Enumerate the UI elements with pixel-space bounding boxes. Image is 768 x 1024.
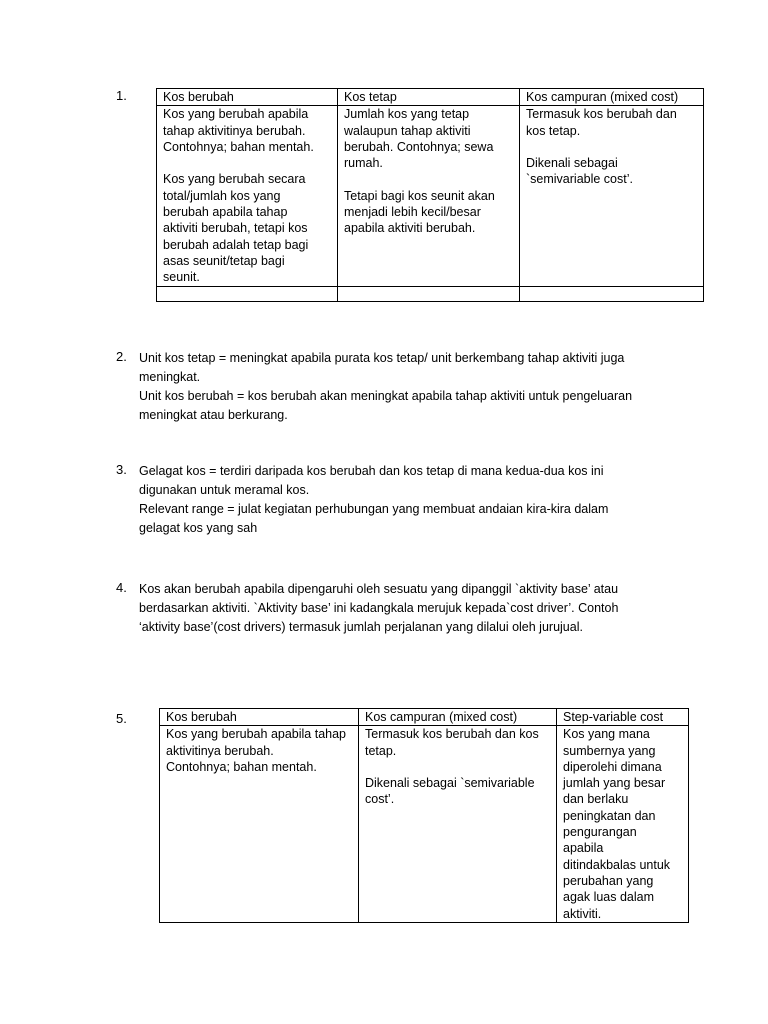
table1-cell-mixed-cost [520, 106, 704, 287]
table2-cell-mixed-cost [359, 726, 557, 923]
table1-empty-cell [157, 287, 338, 302]
table1-cell-text: Termasuk kos berubah dan kos tetap. Dikenali sebagai `semivariable cost’. [526, 107, 677, 187]
table2-cell-variable-cost [160, 726, 359, 923]
table-row-empty [157, 287, 704, 302]
table1-cell-text: Kos yang berubah apabila tahap aktivitinya berubah. Contohnya; bahan mentah. Kos yang berubah secara total/jumlah kos yang berubah apabila tahap aktiviti berubah, tetapi kos berubah adalah tetap bagi asas seunit/tetap bagi seunit. [163, 107, 314, 285]
item-number-4: 4. [116, 580, 127, 595]
table1-cell-text: Jumlah kos yang tetap walaupun tahap aktiviti berubah. Contohnya; sewa rumah. Tetapi bagi kos seunit akan menjadi lebih kecil/besar apabila aktiviti berubah. [344, 107, 495, 236]
unit-cost-paragraph: Unit kos tetap = meningkat apabila purata kos tetap/ unit berkembang tahap aktiviti juga meningkat. Unit kos berubah = kos berubah akan meningkat apabila tahap aktiviti untuk pengeluaran meningkat atau berkurang. [139, 351, 633, 422]
table-header-row [160, 709, 689, 726]
table2-cell-text: Kos yang berubah apabila tahap aktivitinya berubah. Contohnya; bahan mentah. [166, 727, 347, 774]
cost-comparison-table-2 [159, 708, 689, 923]
table1-header-fixed-cost: Kos tetap [338, 89, 520, 106]
table2-header-variable-cost: Kos berubah [160, 709, 359, 726]
table1-header-variable-cost: Kos berubah [157, 89, 338, 106]
item-number-1: 1. [116, 88, 127, 103]
table1-cell-fixed-cost [338, 106, 520, 287]
item-number-5: 5. [116, 711, 127, 726]
table1-cell-variable-cost [157, 106, 338, 287]
activity-base-paragraph: Kos akan berubah apabila dipengaruhi oleh sesuatu yang dipanggil `aktivity base’ atau berdasarkan aktiviti. `Aktivity base’ ini kadangkala merujuk kepada`cost driver’. Contoh ‘aktivity base’(cost drivers) termasuk jumlah perjalanan yang dilalui oleh jurujual. [139, 582, 619, 634]
table2-header-mixed-cost: Kos campuran (mixed cost) [359, 709, 557, 726]
table1-header-mixed-cost: Kos campuran (mixed cost) [520, 89, 704, 106]
table2-header-step-variable-cost: Step-variable cost [557, 709, 689, 726]
table1-empty-cell [520, 287, 704, 302]
item-number-2: 2. [116, 349, 127, 364]
table1-empty-cell [338, 287, 520, 302]
table-row [160, 726, 689, 923]
table-header-row [157, 89, 704, 106]
item-number-3: 3. [116, 462, 127, 477]
cost-behaviour-paragraph: Gelagat kos = terdiri daripada kos berubah dan kos tetap di mana kedua-dua kos ini digunakan untuk meramal kos. Relevant range = julat kegiatan perhubungan yang membuat andaian kira-kira dalam gelagat kos yang sah [139, 464, 609, 535]
table2-cell-step-variable-cost [557, 726, 689, 923]
table-row [157, 106, 704, 287]
table2-cell-text: Termasuk kos berubah dan kos tetap. Dikenali sebagai `semivariable cost’. [365, 727, 539, 807]
cost-comparison-table-1 [156, 88, 704, 302]
table2-cell-text: Kos yang mana sumbernya yang diperolehi dimana jumlah yang besar dan berlaku peningkatan dan pengurangan apabila ditindakbalas untuk perubahan yang agak luas dalam aktiviti. [563, 727, 671, 921]
